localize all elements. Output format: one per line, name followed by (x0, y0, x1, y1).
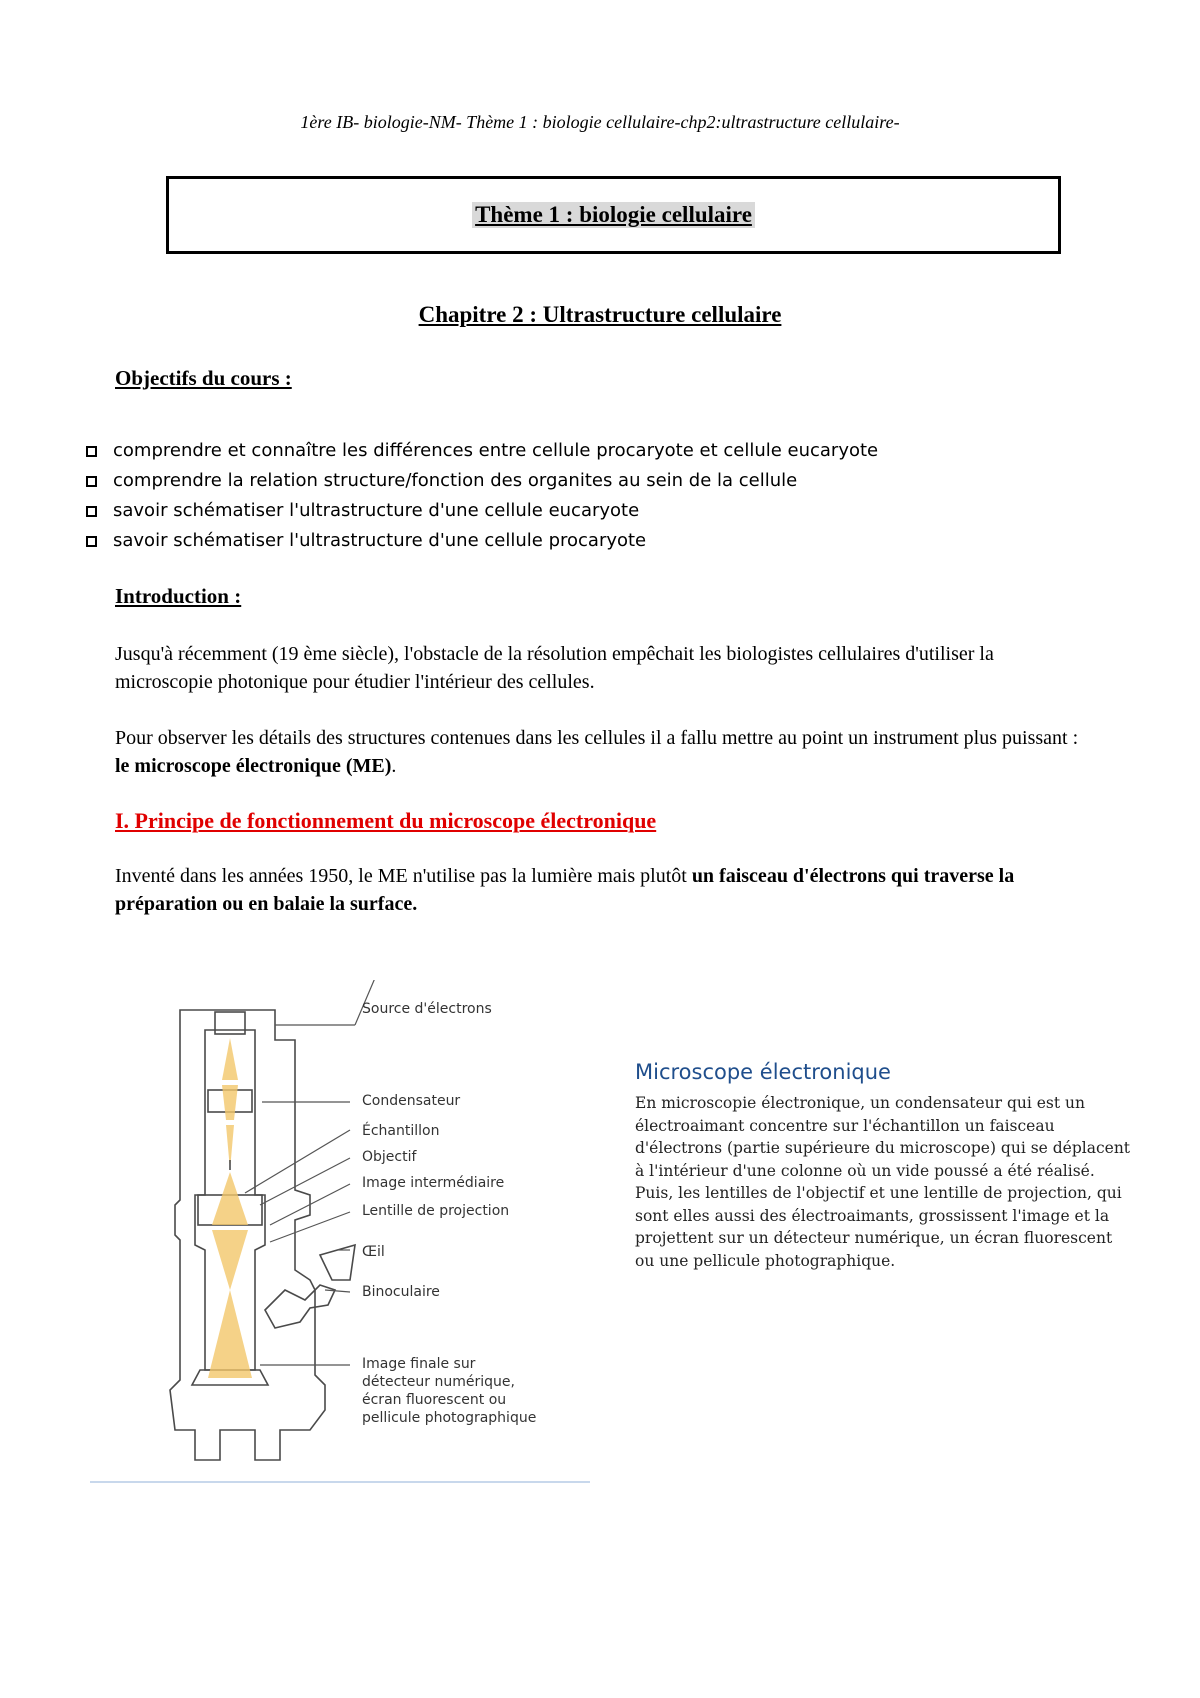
theme-box (166, 176, 1061, 254)
checkbox-icon (86, 506, 97, 517)
label-objective: Objectif (362, 1149, 417, 1165)
label-eye: Œil (362, 1244, 385, 1260)
introduction-heading: Introduction : (115, 584, 242, 608)
theme-title: Thème 1 : biologie cellulaire (472, 202, 755, 228)
label-projection-lens: Lentille de projection (362, 1203, 510, 1219)
chapter-title: Chapitre 2 : Ultrastructure cellulaire (418, 302, 782, 327)
section-paragraph: Inventé dans les années 1950, le ME n'utilise pas la lumière mais plutôt un faisceau d'électrons qui traverse la préparation ou en balaie la surface. (115, 865, 1015, 915)
label-source: Source d'électrons (362, 1001, 492, 1017)
checkbox-icon (86, 476, 97, 487)
objectives-heading: Objectifs du cours : (115, 366, 292, 390)
introduction-paragraph-2: Pour observer les détails des structures contenues dans les cellules il a fallu mettre au point un instrument plus puissant : le microscope électronique (ME). (115, 727, 1079, 777)
list-item: savoir schématiser l'ultrastructure d'une cellule procaryote (86, 526, 878, 556)
list-item: comprendre et connaître les différences entre cellule procaryote et cellule eucaryote (86, 436, 878, 466)
objectives-list (86, 436, 878, 556)
introduction-paragraph-1: Jusqu'à récemment (19 ème siècle), l'obstacle de la résolution empêchait les biologistes cellulaires d'utiliser la microscopie photonique pour étudier l'intérieur des cellules. (115, 643, 994, 693)
section-heading: I. Principe de fonctionnement du microscope électronique (115, 808, 657, 833)
label-sample: Échantillon (362, 1123, 440, 1139)
checkbox-icon (86, 536, 97, 547)
label-final-image: Image finale sur détecteur numérique, écran fluorescent ou pellicule photographique (362, 1356, 537, 1426)
microscope-figure (90, 980, 1150, 1490)
label-intermediate-image: Image intermédiaire (362, 1175, 505, 1191)
figure-description (635, 1060, 1135, 1272)
list-item: comprendre la relation structure/fonction des organites au sein de la cellule (86, 466, 878, 496)
checkbox-icon (86, 446, 97, 457)
list-item: savoir schématiser l'ultrastructure d'une cellule eucaryote (86, 496, 878, 526)
figure-description-text: En microscopie électronique, un condensateur qui est un électroaimant concentre sur l'échantillon un faisceau d'électrons (partie supérieure du microscope) qui se déplacent à l'intérieur d'une colonne où un vide poussé a été réalisé. Puis, les lentilles de l'objectif et une lentille de projection, qui sont elles aussi des électroaimants, grossissent l'image et la projettent sur un détecteur numérique, un écran fluorescent ou une pellicule photographique. (635, 1094, 1131, 1270)
figure-description-title: Microscope électronique (635, 1060, 891, 1084)
figure-divider (90, 1481, 590, 1483)
running-header: 1ère IB- biologie-NM- Thème 1 : biologie cellulaire-chp2:ultrastructure cellulaire- (300, 112, 900, 132)
label-condenser: Condensateur (362, 1093, 461, 1109)
label-binocular: Binoculaire (362, 1284, 440, 1300)
